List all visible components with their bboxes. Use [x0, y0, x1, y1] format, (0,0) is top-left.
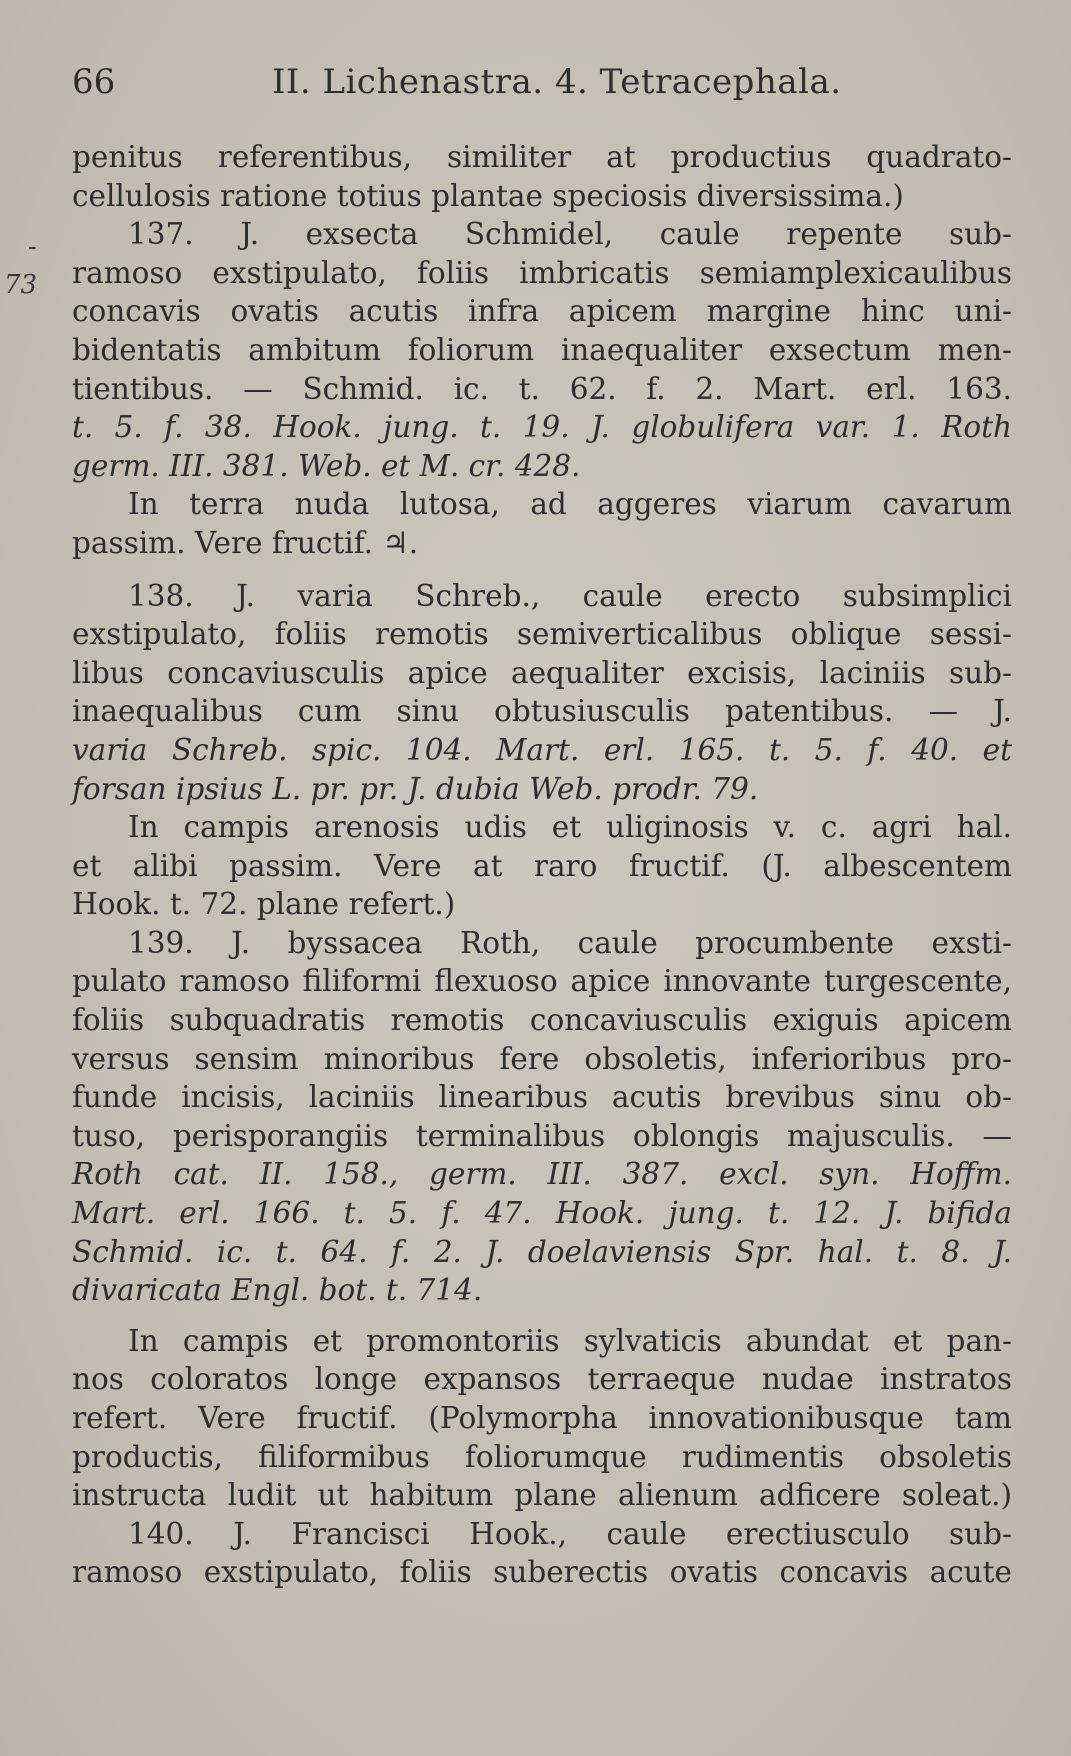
text-line: inaequalibus cum sinu obtusiusculis patentibus. — J.: [72, 694, 1012, 729]
page-body: [72, 138, 1012, 1592]
text-line: funde incisis, laciniis linearibus acutis brevibus sinu ob-: [72, 1080, 1012, 1115]
text-line: nos coloratos longe expansos terraeque nudae instratos: [72, 1362, 1012, 1397]
habitat-line: In campis arenosis udis et uliginosis v. c. agri hal.: [128, 810, 1012, 845]
text-line: cellulosis ratione totius plantae speciosis diversissima.): [72, 178, 904, 213]
running-title: II. Lichenastra. 4. Tetracephala.: [272, 62, 842, 102]
text-line: germ. III. 381. Web. et M. cr. 428.: [72, 448, 581, 483]
text-line: passim. Vere fructif. ♃.: [72, 525, 419, 560]
text-line: et alibi passim. Vere at raro fructif. (J. albescentem: [72, 848, 1012, 883]
text-line: pulato ramoso filiformi flexuoso apice innovante turgescente,: [72, 964, 1012, 999]
species-heading-139: 139. J. byssacea Roth, caule procumbente exsti-: [128, 925, 1012, 960]
margin-dash: -: [28, 232, 37, 262]
text-line: divaricata Engl. bot. t. 714.: [72, 1273, 483, 1308]
page-number: 66: [72, 62, 116, 102]
text-line: tuso, perisporangiis terminalibus oblongis majusculis. —: [72, 1118, 1012, 1153]
text-line: libus concaviusculis apice aequaliter excisis, laciniis sub-: [72, 655, 1012, 690]
text-line: t. 5. f. 38. Hook. jung. t. 19. J. globulifera var. 1. Roth: [72, 410, 1012, 445]
habitat-line: In campis et promontoriis sylvaticis abundat et pan-: [128, 1323, 1012, 1358]
text-line: Schmid. ic. t. 64. f. 2. J. doelaviensis Spr. hal. t. 8. J.: [72, 1234, 1012, 1269]
species-heading-137: 137. J. exsecta Schmidel, caule repente sub-: [128, 217, 1012, 252]
text-line: Mart. erl. 166. t. 5. f. 47. Hook. jung. t. 12. J. bifida: [72, 1196, 1012, 1231]
text-line: versus sensim minoribus fere obsoletis, inferioribus pro-: [72, 1041, 1012, 1076]
text-line: foliis subquadratis remotis concaviusculis exiguis apicem: [72, 1003, 1012, 1038]
text-line: instructa ludit ut habitum plane alienum adficere soleat.): [72, 1478, 1012, 1513]
text-line: forsan ipsius L. pr. pr. J. dubia Web. prodr. 79.: [72, 771, 759, 806]
text-line: bidentatis ambitum foliorum inaequaliter exsectum men-: [72, 332, 1012, 367]
text-line: tientibus. — Schmid. ic. t. 62. f. 2. Mart. erl. 163.: [72, 371, 1012, 406]
text-line: varia Schreb. spic. 104. Mart. erl. 165. t. 5. f. 40. et: [72, 732, 1012, 767]
page-header: [72, 62, 1012, 114]
text-line: productis, filiformibus foliorumque rudimentis obsoletis: [72, 1439, 1012, 1474]
text-line: ramoso exstipulato, foliis imbricatis semiamplexicaulibus: [72, 255, 1012, 290]
text-line: ramoso exstipulato, foliis suberectis ovatis concavis acute: [72, 1555, 1012, 1590]
text-line: penitus referentibus, similiter at productius quadrato-: [72, 140, 1012, 174]
margin-number: 73: [4, 270, 38, 300]
habitat-line: In terra nuda lutosa, ad aggeres viarum cavarum: [128, 487, 1012, 522]
text-line: Roth cat. II. 158., germ. III. 387. excl. syn. Hoffm.: [72, 1157, 1012, 1192]
species-heading-138: 138. J. varia Schreb., caule erecto subsimplici: [128, 578, 1012, 613]
text-line: Hook. t. 72. plane refert.): [72, 887, 456, 922]
text-line: refert. Vere fructif. (Polymorpha innovationibusque tam: [72, 1401, 1012, 1435]
species-heading-140: 140. J. Francisci Hook., caule erectiusculo sub-: [128, 1516, 1012, 1551]
text-line: exstipulato, foliis remotis semiverticalibus oblique sessi-: [72, 617, 1012, 652]
text-line: concavis ovatis acutis infra apicem margine hinc uni-: [72, 294, 1012, 329]
